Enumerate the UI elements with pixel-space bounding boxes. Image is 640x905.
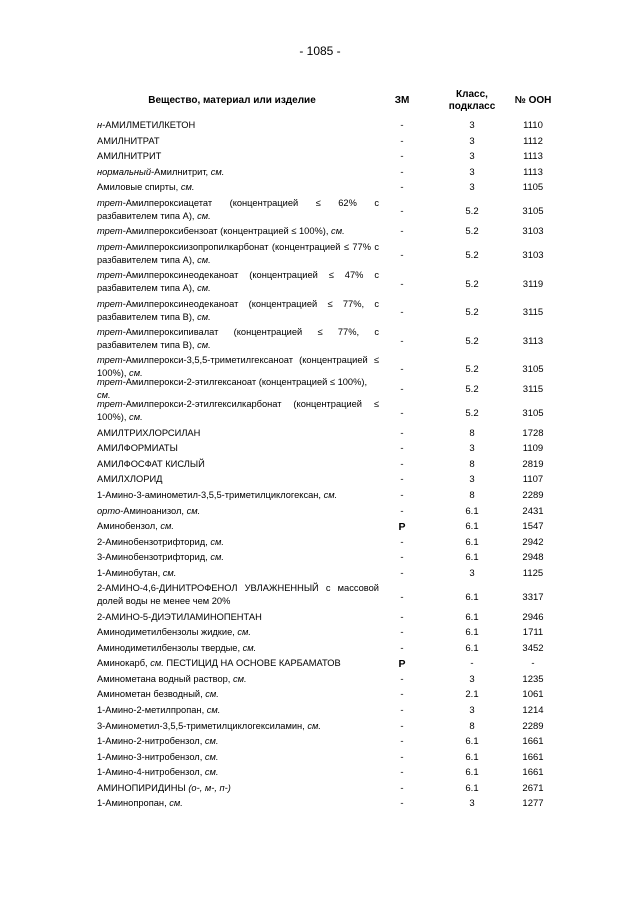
class-cell: 3 bbox=[469, 474, 475, 486]
zm-cell: - bbox=[400, 206, 404, 218]
un-number-cell: 1112 bbox=[523, 135, 543, 147]
name-text: Амилперокси-2-этилгексаноат (концентрацией ≤ 100%), bbox=[125, 377, 368, 388]
un-number-cell: 3119 bbox=[522, 278, 544, 290]
name-text: Аминометан безводный, bbox=[97, 689, 206, 700]
substance-name bbox=[97, 782, 379, 795]
name-text: 2-АМИНО-5-ДИЭТИЛАМИНОПЕНТАН bbox=[97, 611, 262, 622]
zm-cell: - bbox=[400, 182, 404, 194]
un-number-cell: 2431 bbox=[522, 505, 544, 517]
substance-name bbox=[97, 298, 379, 324]
class-cell: 3 bbox=[469, 166, 475, 178]
name-text: 1-Амино-3-нитробензол, bbox=[97, 751, 205, 762]
see-reference: см. bbox=[180, 182, 195, 193]
see-reference: см. bbox=[169, 798, 183, 809]
substance-name bbox=[97, 582, 379, 608]
substance-name bbox=[97, 442, 379, 455]
un-number-cell: 1728 bbox=[522, 427, 544, 439]
name-prefix: трет- bbox=[97, 355, 126, 366]
table-row bbox=[97, 196, 559, 224]
substance-name bbox=[97, 326, 379, 352]
un-number-cell: 3115 bbox=[522, 383, 544, 395]
substance-name bbox=[97, 551, 379, 564]
table-row bbox=[97, 180, 559, 196]
see-reference: (о-, м-, п-) bbox=[188, 782, 231, 793]
see-reference: см. bbox=[197, 254, 211, 265]
name-text: 1-Амино-3-аминометил-3,5,5-триметилциклогексан, bbox=[97, 490, 324, 501]
un-number-cell: 2948 bbox=[522, 552, 544, 564]
see-reference: см. bbox=[129, 368, 143, 379]
class-cell: 3 bbox=[469, 120, 475, 132]
table-row bbox=[97, 687, 559, 703]
class-cell: 5.2 bbox=[465, 363, 479, 375]
class-cell: 8 bbox=[469, 490, 475, 502]
substance-name bbox=[97, 458, 379, 471]
see-reference: см. bbox=[232, 673, 247, 684]
name-text: АМИЛТРИХЛОРСИЛАН bbox=[97, 427, 201, 438]
name-text: Амилперокси-3,5,5-триметилгексаноат (концентрацией ≤ 100%), bbox=[97, 355, 379, 379]
header-zm: ЗМ bbox=[394, 95, 410, 106]
substance-name bbox=[97, 473, 379, 486]
un-number-cell: 1125 bbox=[522, 567, 544, 579]
name-text: АМИЛНИТРАТ bbox=[97, 135, 160, 146]
substance-name bbox=[97, 704, 379, 717]
table-row bbox=[97, 672, 559, 688]
table-row bbox=[97, 734, 559, 750]
substance-name bbox=[97, 166, 379, 179]
see-reference: см. bbox=[205, 689, 219, 700]
name-text: Аминокарб, bbox=[97, 658, 151, 669]
name-text: 2-Аминобензотрифторид, bbox=[97, 536, 211, 547]
name-text: Аминометана водный раствор, bbox=[97, 673, 233, 684]
un-number-cell: 1547 bbox=[522, 521, 544, 533]
name-text: АМИЛФОСФАТ КИСЛЫЙ bbox=[97, 458, 205, 469]
table-row bbox=[97, 534, 559, 550]
un-number-cell: 1235 bbox=[522, 673, 544, 685]
un-number-cell: 3115 bbox=[522, 307, 544, 319]
zm-cell: - bbox=[400, 490, 404, 502]
class-cell: 6.1 bbox=[465, 642, 479, 654]
table-row bbox=[97, 224, 559, 240]
name-prefix: трет- bbox=[97, 226, 126, 237]
see-reference: см. bbox=[210, 536, 224, 547]
substances-table bbox=[97, 84, 559, 812]
see-reference: см. bbox=[97, 390, 111, 401]
zm-cell: - bbox=[400, 307, 404, 319]
see-reference: см. bbox=[204, 751, 219, 762]
substance-name bbox=[97, 567, 379, 580]
table-row bbox=[97, 149, 559, 165]
zm-cell: - bbox=[400, 135, 404, 147]
class-cell: 8 bbox=[469, 427, 475, 439]
name-text: Амилпероксинеодеканоат (концентрацией ≤ 47% с разбавителем типа А), bbox=[97, 270, 379, 294]
zm-cell: Р bbox=[398, 520, 406, 533]
substance-name bbox=[97, 720, 379, 733]
zm-cell: - bbox=[400, 120, 404, 132]
class-cell: 5.2 bbox=[465, 206, 479, 218]
un-number-cell: 1661 bbox=[522, 736, 544, 748]
un-number-cell: 3452 bbox=[522, 642, 544, 654]
substance-name bbox=[97, 520, 379, 533]
substance-name bbox=[97, 181, 379, 194]
name-text: 1-Амино-2-метилпропан, bbox=[97, 704, 207, 715]
name-prefix: нормальный- bbox=[97, 166, 155, 177]
un-number-cell: 3113 bbox=[522, 335, 544, 347]
see-reference: см. bbox=[160, 521, 174, 532]
class-cell: 5.2 bbox=[465, 383, 479, 395]
see-reference: см. bbox=[197, 340, 211, 351]
zm-cell: - bbox=[400, 704, 404, 716]
table-row bbox=[97, 656, 559, 672]
substance-name bbox=[97, 797, 379, 810]
un-number-cell: 1109 bbox=[522, 443, 544, 455]
substance-name bbox=[97, 688, 379, 701]
class-cell: 6.1 bbox=[465, 767, 479, 779]
un-number-cell: 1214 bbox=[522, 704, 544, 716]
name-text: Аминодиметилбензолы твердые, bbox=[97, 642, 243, 653]
table-body bbox=[97, 118, 559, 812]
name-text: Амилпероксибензоат (концентрацией ≤ 100%), bbox=[125, 226, 332, 237]
table-row bbox=[97, 325, 559, 353]
un-number-cell: 3103 bbox=[522, 250, 544, 262]
un-number-cell: 2289 bbox=[522, 490, 544, 502]
class-cell: 6.1 bbox=[465, 552, 479, 564]
table-row bbox=[97, 581, 559, 609]
substance-name bbox=[97, 673, 379, 686]
table-row bbox=[97, 796, 559, 812]
un-number-cell: 2946 bbox=[522, 611, 544, 623]
class-cell: 5.2 bbox=[465, 250, 479, 262]
see-reference: см. bbox=[206, 704, 221, 715]
un-number-cell: 1061 bbox=[522, 689, 544, 701]
name-text: 1-Амино-4-нитробензол, bbox=[97, 767, 205, 778]
table-row bbox=[97, 134, 559, 150]
class-cell: 6.1 bbox=[465, 736, 479, 748]
see-reference: см. bbox=[307, 720, 321, 731]
zm-cell: - bbox=[400, 151, 404, 163]
substance-name bbox=[97, 225, 379, 238]
see-reference: см. bbox=[129, 412, 143, 423]
see-reference: см. bbox=[204, 767, 219, 778]
zm-cell: - bbox=[400, 720, 404, 732]
zm-cell: - bbox=[400, 689, 404, 701]
name-prefix: трет- bbox=[97, 241, 126, 252]
table-row bbox=[97, 488, 559, 504]
class-cell: 6.1 bbox=[465, 505, 479, 517]
class-cell: 5.2 bbox=[465, 278, 479, 290]
zm-cell: - bbox=[400, 363, 404, 375]
zm-cell: - bbox=[400, 474, 404, 486]
un-number-cell: 1661 bbox=[522, 767, 544, 779]
zm-cell: - bbox=[400, 166, 404, 178]
see-reference: см. bbox=[210, 166, 225, 177]
name-text: 1-Аминобутан, bbox=[97, 567, 163, 578]
substance-name bbox=[97, 150, 379, 163]
see-reference: см. bbox=[323, 490, 338, 501]
name-text: Амилперокси-2-этилгексилкарбонат (концентрацией ≤ 100%), bbox=[97, 399, 379, 423]
un-number-cell: 1107 bbox=[522, 474, 544, 486]
name-suffix: ПЕСТИЦИД НА ОСНОВЕ КАРБАМАТОВ bbox=[163, 658, 341, 669]
substance-name bbox=[97, 489, 379, 502]
zm-cell: - bbox=[400, 767, 404, 779]
name-text: 2-АМИНО-4,6-ДИНИТРОФЕНОЛ УВЛАЖНЕННЫЙ с массовой долей воды не менее чем 20% bbox=[97, 583, 379, 607]
class-cell: 5.2 bbox=[465, 335, 479, 347]
table-row bbox=[97, 641, 559, 657]
name-text: Аминобензол, bbox=[97, 521, 161, 532]
see-reference: см. bbox=[197, 210, 211, 221]
un-number-cell: 1110 bbox=[523, 120, 543, 132]
zm-cell: - bbox=[400, 335, 404, 347]
table-row bbox=[97, 609, 559, 625]
name-text: Амилпероксинеодеканоат (концентрацией ≤ 77%, с разбавителем типа В), bbox=[97, 298, 379, 322]
class-cell: 6.1 bbox=[465, 627, 479, 639]
see-reference: см. bbox=[197, 311, 211, 322]
see-reference: см. bbox=[197, 283, 211, 294]
substance-name bbox=[97, 642, 379, 655]
name-text: АМИЛНИТРИТ bbox=[97, 151, 162, 162]
class-cell: 3 bbox=[469, 673, 475, 685]
table-row bbox=[97, 765, 559, 781]
name-text: АМИЛМЕТИЛКЕТОН bbox=[105, 120, 196, 131]
substance-name bbox=[97, 119, 379, 132]
name-text: Амилпероксиизопропилкарбонат (концентрацией ≤ 77% с разбавителем типа А), bbox=[97, 241, 379, 265]
table-row bbox=[97, 749, 559, 765]
zm-cell: - bbox=[400, 458, 404, 470]
substance-name bbox=[97, 611, 379, 624]
zm-cell: - bbox=[400, 611, 404, 623]
see-reference: см. bbox=[210, 552, 224, 563]
zm-cell: - bbox=[400, 250, 404, 262]
table-row bbox=[97, 550, 559, 566]
substance-name bbox=[97, 751, 379, 764]
un-number-cell: 1105 bbox=[522, 182, 544, 194]
class-cell: 6.1 bbox=[465, 536, 479, 548]
table-row bbox=[97, 519, 559, 535]
class-cell: 6.1 bbox=[465, 782, 479, 794]
class-cell: 5.2 bbox=[465, 226, 479, 238]
name-text: Амилпероксипивалат (концентрацией ≤ 77%, с разбавителем типа В), bbox=[97, 327, 379, 351]
class-cell: 3 bbox=[469, 567, 475, 579]
substance-name bbox=[97, 197, 379, 223]
name-text: Амиловые спирты, bbox=[97, 182, 181, 193]
class-cell: 3 bbox=[469, 151, 475, 163]
un-number-cell: 2942 bbox=[522, 536, 544, 548]
table-row bbox=[97, 441, 559, 457]
zm-cell: - bbox=[400, 383, 404, 395]
name-text: Амилпероксиацетат (концентрацией ≤ 62% с разбавителем типа А), bbox=[97, 197, 379, 221]
substance-name bbox=[97, 269, 379, 295]
substance-name bbox=[97, 536, 379, 549]
class-cell: 2.1 bbox=[465, 689, 479, 701]
zm-cell: - bbox=[400, 642, 404, 654]
name-prefix: н- bbox=[97, 120, 106, 131]
class-cell: 6.1 bbox=[465, 521, 479, 533]
un-number-cell: 1277 bbox=[522, 798, 544, 810]
zm-cell: - bbox=[400, 226, 404, 238]
class-cell: 3 bbox=[469, 704, 475, 716]
substance-name bbox=[97, 398, 379, 424]
table-row bbox=[97, 703, 559, 719]
un-number-cell: 3105 bbox=[522, 206, 544, 218]
un-number-cell: 1711 bbox=[522, 627, 544, 639]
class-cell: 8 bbox=[469, 720, 475, 732]
table-header bbox=[97, 84, 559, 118]
name-text: АМИЛФОРМИАТЫ bbox=[97, 443, 178, 454]
un-number-cell: 1113 bbox=[523, 166, 543, 178]
header-class: Класс, подкласс bbox=[448, 89, 496, 112]
table-row bbox=[97, 565, 559, 581]
name-text: 3-Аминобензотрифторид, bbox=[97, 552, 211, 563]
name-text: АМИНОПИРИДИНЫ bbox=[97, 782, 189, 793]
table-row bbox=[97, 377, 559, 401]
table-row bbox=[97, 472, 559, 488]
see-reference: см. bbox=[237, 627, 252, 638]
name-prefix: трет- bbox=[97, 399, 126, 410]
table-row bbox=[97, 397, 559, 425]
name-text: Аминодиметилбензолы жидкие, bbox=[97, 627, 238, 638]
class-cell: 3 bbox=[469, 182, 475, 194]
table-row bbox=[97, 625, 559, 641]
class-cell: 6.1 bbox=[465, 591, 479, 603]
un-number-cell: - bbox=[531, 658, 535, 670]
zm-cell: - bbox=[400, 751, 404, 763]
see-reference: см. bbox=[204, 736, 219, 747]
table-row bbox=[97, 718, 559, 734]
substance-name bbox=[97, 427, 379, 440]
un-number-cell: 3103 bbox=[522, 226, 544, 238]
class-cell: 3 bbox=[469, 135, 475, 147]
substance-name bbox=[97, 626, 379, 639]
name-text: Аминоанизол, bbox=[123, 505, 187, 516]
name-text: 1-Амино-2-нитробензол, bbox=[97, 736, 205, 747]
zm-cell: - bbox=[400, 505, 404, 517]
name-prefix: трет- bbox=[97, 270, 126, 281]
table-row bbox=[97, 165, 559, 181]
un-number-cell: 1113 bbox=[523, 151, 543, 163]
see-reference: см. bbox=[162, 567, 177, 578]
un-number-cell: 3105 bbox=[522, 407, 544, 419]
substance-name bbox=[97, 241, 379, 267]
table-row bbox=[97, 268, 559, 296]
class-cell: 3 bbox=[469, 443, 475, 455]
name-prefix: орто- bbox=[97, 505, 124, 516]
substance-name bbox=[97, 657, 379, 670]
zm-cell: - bbox=[400, 536, 404, 548]
class-cell: - bbox=[470, 658, 474, 670]
un-number-cell: 3105 bbox=[522, 363, 544, 375]
see-reference: см. bbox=[331, 226, 345, 237]
zm-cell: - bbox=[400, 407, 404, 419]
name-text: Амилнитрит, bbox=[154, 166, 211, 177]
name-prefix: трет- bbox=[97, 327, 126, 338]
zm-cell: - bbox=[400, 552, 404, 564]
name-prefix: трет- bbox=[97, 377, 126, 388]
name-text: АМИЛХЛОРИД bbox=[97, 474, 163, 485]
see-reference: см. bbox=[242, 642, 257, 653]
name-prefix: трет- bbox=[97, 298, 126, 309]
substance-name bbox=[97, 766, 379, 779]
zm-cell: - bbox=[400, 427, 404, 439]
table-row bbox=[97, 240, 559, 268]
class-cell: 6.1 bbox=[465, 751, 479, 763]
name-text: 3-Аминометил-3,5,5-триметилциклогексиламин, bbox=[97, 720, 308, 731]
un-number-cell: 2289 bbox=[522, 720, 544, 732]
zm-cell: - bbox=[400, 782, 404, 794]
zm-cell: - bbox=[400, 673, 404, 685]
header-substance: Вещество, материал или изделие bbox=[148, 95, 316, 106]
table-row bbox=[97, 118, 559, 134]
table-row bbox=[97, 780, 559, 796]
substance-name bbox=[97, 505, 379, 518]
name-prefix: трет- bbox=[97, 197, 126, 208]
class-cell: 5.2 bbox=[465, 307, 479, 319]
see-reference: см. bbox=[186, 505, 201, 516]
un-number-cell: 1661 bbox=[522, 751, 544, 763]
header-un-number: № ООН bbox=[514, 95, 552, 106]
un-number-cell: 2671 bbox=[522, 782, 544, 794]
un-number-cell: 3317 bbox=[522, 591, 544, 603]
zm-cell: - bbox=[400, 627, 404, 639]
zm-cell: - bbox=[400, 278, 404, 290]
see-reference: см. bbox=[150, 658, 164, 669]
zm-cell: - bbox=[400, 567, 404, 579]
zm-cell: - bbox=[400, 798, 404, 810]
page-number: - 1085 - bbox=[299, 44, 341, 58]
class-cell: 3 bbox=[469, 798, 475, 810]
table-row bbox=[97, 426, 559, 442]
class-cell: 8 bbox=[469, 458, 475, 470]
class-cell: 5.2 bbox=[465, 407, 479, 419]
substance-name bbox=[97, 135, 379, 148]
name-text: 1-Аминопропан, bbox=[97, 798, 170, 809]
table-row bbox=[97, 457, 559, 473]
zm-cell: Р bbox=[398, 657, 406, 670]
class-cell: 6.1 bbox=[465, 611, 479, 623]
table-row bbox=[97, 296, 559, 324]
zm-cell: - bbox=[400, 591, 404, 603]
zm-cell: - bbox=[400, 736, 404, 748]
un-number-cell: 2819 bbox=[522, 458, 544, 470]
substance-name bbox=[97, 735, 379, 748]
table-row bbox=[97, 503, 559, 519]
zm-cell: - bbox=[400, 443, 404, 455]
